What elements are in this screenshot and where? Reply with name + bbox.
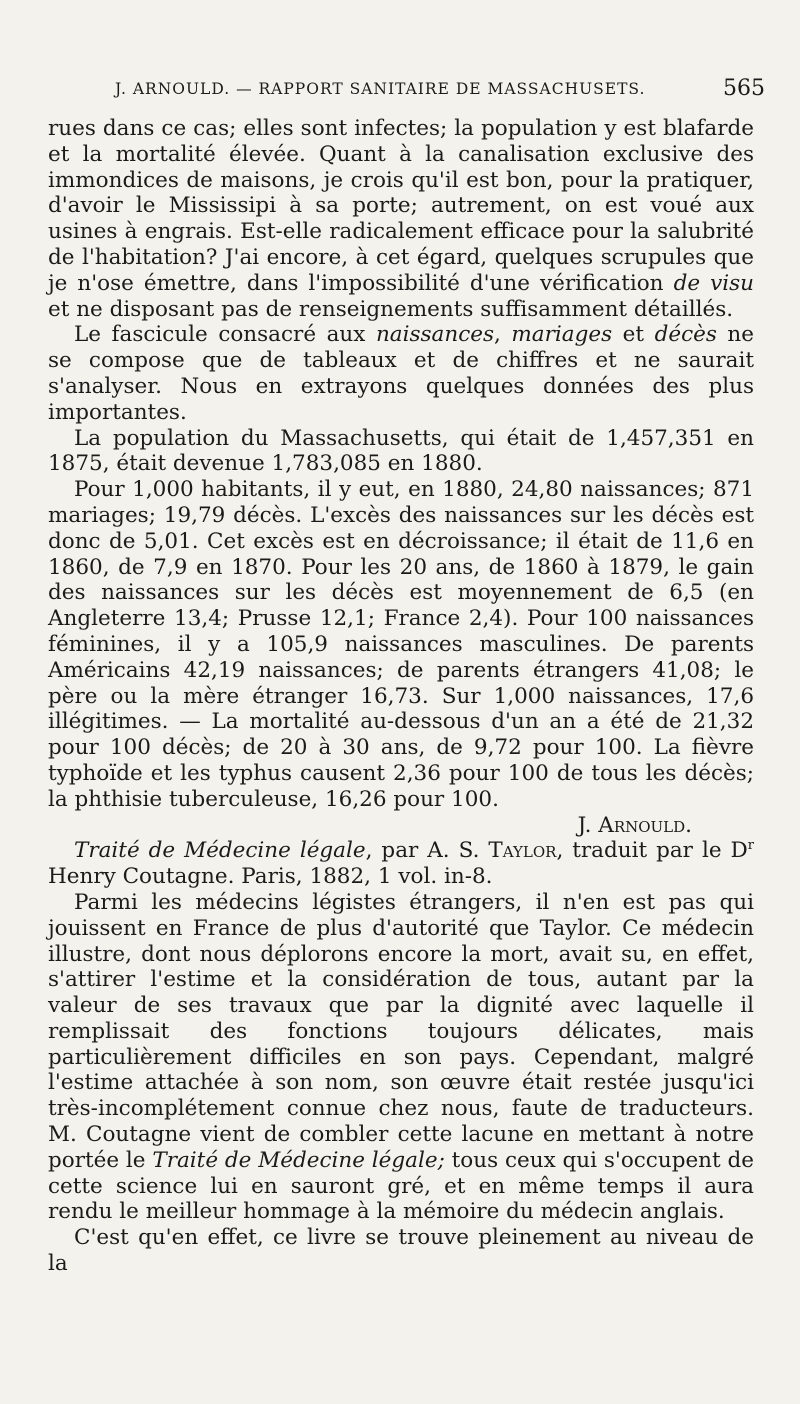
paragraph-sanitation (48, 116, 754, 322)
paragraph-review (48, 890, 754, 1225)
book-title: Traité de Médecine légale (74, 838, 366, 864)
text-run: Le fascicule consacré aux (74, 322, 376, 348)
paragraph-final: C'est qu'en effet, ce livre se trouve pleinement au niveau de la (48, 1225, 754, 1277)
page-header (115, 76, 775, 110)
review-citation (48, 838, 754, 890)
text-run: et (612, 322, 655, 348)
page-body (48, 116, 754, 1277)
text-run: Henry Coutagne. Paris, 1882, 1 vol. in-8. (48, 864, 493, 890)
text-run: , traduit par le (556, 838, 731, 864)
text-run: Parmi les médecins légistes étrangers, il n'en est pas qui jouissent en France de plus d'autorité que Taylor. Ce médecin illustre, dont nous déplorons encore la mort, avait su, en effet, s'attirer l'estime et la considération de tous, autant par la valeur de ses travaux que par la dignité avec laquelle il remplissait des fonctions toujours délicates, mais particulièrement difficiles en son pays. Cependant, malgré l'estime attachée à son nom, son œuvre était restée jusqu'ici très-incomplétement connue chez nous, faute de traducteurs. M. Coutagne vient de combler cette lacune en mettant à notre portée le (48, 889, 754, 1173)
page-number: 565 (723, 76, 765, 101)
book-author: A. S. Taylor (427, 838, 557, 864)
superscript: r (747, 838, 754, 854)
italic-text: décès (654, 322, 717, 348)
italic-text: naissances (375, 322, 495, 348)
text-run: , (494, 322, 512, 348)
text-run: D (730, 838, 748, 864)
text-run: ne se compose que de tableaux et de chiffres et ne saurait s'analyser. Nous en extrayons quelques données des plus importantes. (48, 322, 754, 425)
italic-text: Traité de Médecine légale; (152, 1147, 445, 1173)
text-run: , par (365, 838, 428, 864)
paragraph-population: La population du Massachusetts, qui était de 1,457,351 en 1875, était devenue 1,783,085 en 1880. (48, 425, 754, 477)
text-run: tous ceux qui s'occupent de cette science lui en sauront gré, et en même temps il aura rendu le meilleur hommage à la mémoire du médecin anglais. (48, 1147, 755, 1225)
italic-text: de visu (673, 270, 754, 296)
paragraph-statistics: Pour 1,000 habitants, il y eut, en 1880, 24,80 naissances; 871 mariages; 19,79 décès. L'excès des naissances sur les décès est donc de 5,01. Cet excès est en décroissance; il était de 11,6 en 1860, de 7,9 en 1870. Pour les 20 ans, de 1860 à 1879, le gain des naissances sur les décès est moyennement de 6,5 (en Angleterre 13,4; Prusse 12,1; France 2,4). Pour 100 naissances féminines, il y a 105,9 naissances masculines. De parents Américains 42,19 naissances; de parents étrangers 41,08; le père ou la mère étranger 16,73. Sur 1,000 naissances, 17,6 illégitimes. — La mortalité au-dessous d'un an a été de 21,32 pour 100 décès; de 20 à 30 ans, de 9,72 pour 100. La fièvre typhoïde et les typhus causent 2,36 pour 100 de tous les décès; la phthisie tuberculeuse, 16,26 pour 100. (48, 477, 754, 812)
running-head: J. ARNOULD. — RAPPORT SANITAIRE DE MASSACHUSETS. (115, 80, 646, 98)
text-run: et ne disposant pas de renseignements suffisamment détaillés. (48, 296, 734, 322)
italic-text: mariages (511, 322, 613, 348)
text-run: rues dans ce cas; elles sont infectes; la population y est blafarde et la mortalité élevée. Quant à la canalisation exclusive des immondices de maisons, je crois qu'il est bon, pour la pratiquer, d'avoir le Mississipi à sa porte; autrement, on est voué aux usines à engrais. Est-elle radicalement efficace pour la salubrité de l'habitation? J'ai encore, à cet égard, quelques scrupules que je n'ose émettre, dans l'impossibilité d'une vérification (48, 116, 754, 296)
signature: J. Arnould. (577, 812, 692, 838)
paragraph-fascicule (48, 322, 754, 425)
